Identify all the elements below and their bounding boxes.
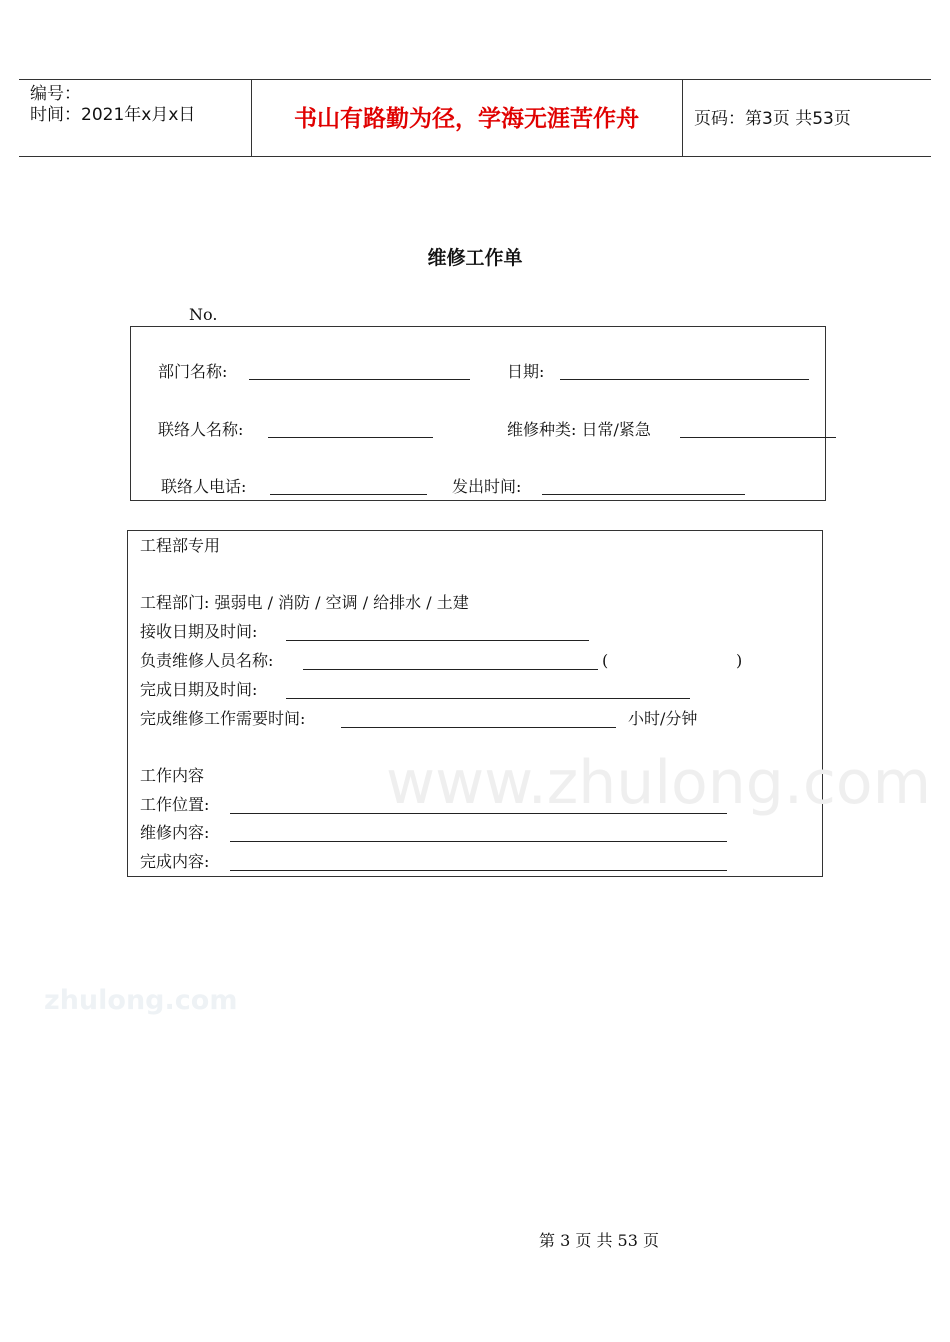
paren-open: ( (602, 651, 609, 670)
contact-name-label: 联络人名称: (158, 420, 244, 439)
header-divider-right (682, 79, 683, 156)
dept-name-field[interactable] (249, 379, 470, 380)
completion-content-field[interactable] (230, 870, 727, 871)
time-label: 时间：2021年x月x日 (30, 105, 196, 125)
repair-content-field[interactable] (230, 841, 727, 842)
contact-phone-field[interactable] (270, 494, 427, 495)
work-content-title: 工作内容 (140, 766, 205, 785)
date-label: 日期: (507, 362, 545, 381)
completion-content-label: 完成内容: (140, 852, 210, 871)
motto: 书山有路勤为径，学海无涯苦作舟 (294, 106, 639, 132)
watermark-small: zhulong.com (44, 985, 238, 1016)
received-time-field[interactable] (286, 640, 589, 641)
work-location-label: 工作位置: (140, 795, 210, 814)
request-form-box (130, 326, 826, 501)
duration-field[interactable] (341, 727, 616, 728)
repair-content-label: 维修内容: (140, 823, 210, 842)
document-title: 维修工作单 (427, 247, 523, 269)
engineering-dept-options: 工程部门: 强弱电 / 消防 / 空调 / 给排水 / 土建 (140, 593, 469, 612)
received-time-label: 接收日期及时间: (140, 622, 258, 641)
serial-label: 编号： (30, 84, 81, 104)
date-field[interactable] (560, 379, 809, 380)
watermark-main: www.zhulong.com (386, 748, 932, 818)
paren-close: ) (736, 651, 743, 670)
engineering-form-box (127, 530, 823, 877)
header-top-rule (19, 79, 931, 80)
staff-name-field[interactable] (303, 669, 598, 670)
page-indicator: 页码：第3页 共53页 (694, 109, 851, 129)
contact-phone-label: 联络人电话: (161, 477, 247, 496)
duration-unit: 小时/分钟 (628, 709, 698, 728)
duration-label: 完成维修工作需要时间: (140, 709, 306, 728)
contact-name-field[interactable] (268, 437, 433, 438)
staff-name-label: 负责维修人员名称: (140, 651, 274, 670)
footer-page-number: 第 3 页 共 53 页 (539, 1231, 659, 1250)
dept-name-label: 部门名称: (158, 362, 228, 381)
repair-type-label: 维修种类: 日常/紧急 (507, 420, 651, 439)
issue-time-label: 发出时间: (452, 477, 522, 496)
completed-time-label: 完成日期及时间: (140, 680, 258, 699)
header-bottom-rule (19, 156, 931, 157)
issue-time-field[interactable] (542, 494, 745, 495)
number-label: No. (189, 305, 218, 324)
repair-type-field[interactable] (680, 437, 836, 438)
completed-time-field[interactable] (286, 698, 690, 699)
section-title: 工程部专用 (140, 536, 221, 555)
